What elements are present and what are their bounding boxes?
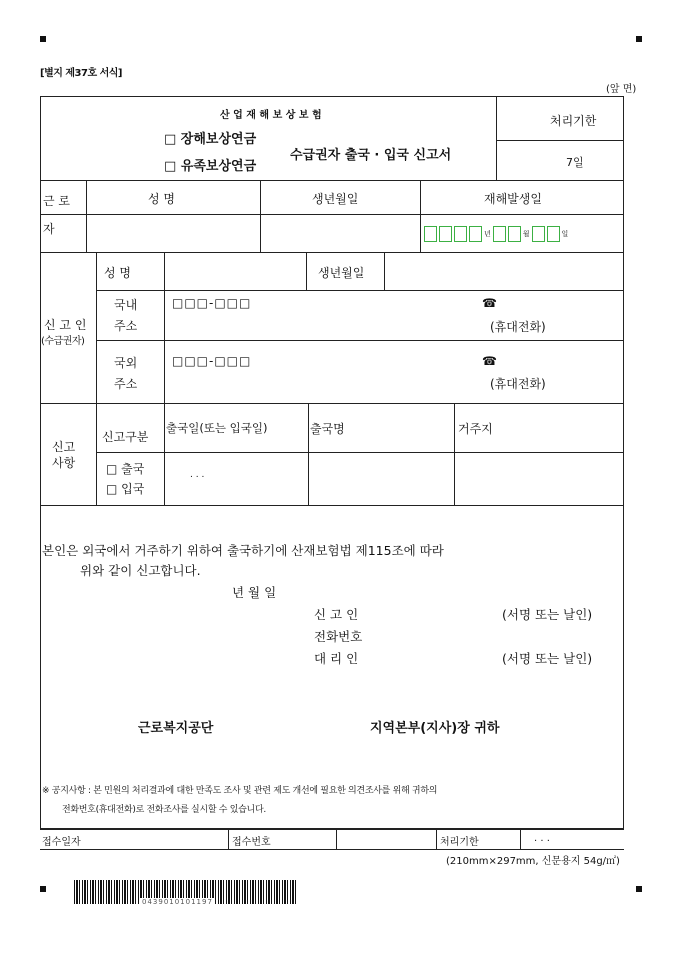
reporter-section-label: 신 고 인	[44, 318, 87, 332]
residence-field[interactable]	[456, 456, 620, 502]
organization-name: 근로복지공단	[138, 721, 214, 736]
deadline-field[interactable]: . . .	[534, 833, 550, 844]
corner-mark	[40, 886, 46, 892]
phone-icon: ☎	[482, 296, 497, 310]
declaration-date[interactable]: 년 월 일	[232, 585, 277, 600]
recipient-branch: 지역본부(지사)장 귀하	[370, 721, 500, 736]
agent-signature-field[interactable]: (서명 또는 날인)	[502, 651, 593, 666]
worker-birth-field[interactable]	[262, 218, 418, 248]
report-section-label-2: 사항	[52, 456, 76, 470]
form-title: 수급권자 출국 · 입국 신고서	[290, 148, 452, 163]
departure-date-label: 출국일(또는 입국일)	[166, 421, 268, 435]
foreign-postal-code[interactable]: □□□-□□□	[172, 354, 252, 368]
corner-mark	[40, 36, 46, 42]
country-field[interactable]	[310, 456, 452, 502]
phone-number-label: 전화번호	[314, 629, 363, 644]
option-disability-pension[interactable]: □ 장해보상연금	[164, 132, 257, 147]
reporter-signature-label: 신 고 인	[314, 607, 359, 622]
page-side-label: (앞 면)	[606, 84, 637, 95]
worker-birth-label: 생년월일	[312, 192, 359, 206]
reporter-birth-label: 생년월일	[318, 266, 365, 280]
foreign-address-label-2: 주소	[114, 377, 138, 391]
reporter-name-field[interactable]	[166, 256, 304, 286]
processing-period-label: 처리기한	[550, 114, 597, 128]
declaration-line-1: 본인은 외국에서 거주하기 위하여 출국하기에 산재보험법 제115조에 따라	[42, 543, 444, 558]
reporter-birth-field[interactable]	[386, 256, 620, 286]
phone-icon: ☎	[482, 354, 497, 368]
paper-spec: (210mm×297mm, 신문용지 54g/㎡)	[446, 856, 620, 867]
corner-mark	[636, 886, 642, 892]
foreign-address-label: 국외	[114, 356, 138, 370]
day-unit: 일	[561, 229, 569, 238]
agent-label: 대 리 인	[314, 651, 359, 666]
corner-mark	[636, 36, 642, 42]
deadline-label: 처리기한	[440, 837, 479, 848]
reporter-name-label: 성 명	[104, 266, 131, 280]
form-number: [별지 제37호 서식]	[40, 68, 122, 79]
notice-line-2: 전화번호(휴대전화)로 전화조사를 실시할 수 있습니다.	[62, 805, 266, 815]
year-unit: 년	[484, 229, 491, 238]
domestic-mobile-label: (휴대전화)	[490, 320, 546, 334]
barcode-number: 0439010101197	[142, 898, 213, 906]
worker-name-label: 성 명	[148, 192, 175, 206]
receipt-date-label: 접수일자	[42, 837, 81, 848]
option-entry-checkbox[interactable]: □ 입국	[106, 482, 145, 496]
reporter-signature-field[interactable]: (서명 또는 날인)	[502, 607, 593, 622]
accident-date-field[interactable]	[424, 223, 570, 242]
foreign-mobile-label: (휴대전화)	[490, 377, 546, 391]
accident-date-label: 재해발생일	[484, 192, 542, 206]
domestic-address-label: 국내	[114, 298, 138, 312]
option-departure-checkbox[interactable]: □ 출국	[106, 462, 145, 476]
departure-date-field[interactable]: . . .	[190, 470, 205, 480]
residence-label: 거주지	[458, 422, 493, 436]
insurance-name: 산 업 재 해 보 상 보 험	[220, 110, 322, 121]
report-type-label: 신고구분	[102, 430, 149, 444]
processing-period-value: 7일	[566, 156, 584, 169]
report-section-label: 신고	[52, 440, 76, 454]
domestic-postal-code[interactable]: □□□-□□□	[172, 296, 252, 310]
notice-line-1: ※ 공지사항 : 본 민원의 처리결과에 대한 만족도 조사 및 관련 제도 개선에 필요한 의견조사를 위해 귀하의	[42, 786, 438, 796]
worker-name-field[interactable]	[88, 218, 258, 248]
domestic-address-label-2: 주소	[114, 319, 138, 333]
reporter-section-sub: (수급권자)	[41, 336, 85, 347]
declaration-line-2: 위와 같이 신고합니다.	[80, 563, 201, 578]
worker-section-label: 근 로	[43, 194, 70, 208]
country-label: 출국명	[310, 422, 345, 436]
receipt-number-label: 접수번호	[232, 837, 271, 848]
worker-section-label-2: 자	[43, 222, 55, 236]
month-unit: 월	[522, 229, 530, 238]
option-survivor-pension[interactable]: □ 유족보상연금	[164, 159, 257, 174]
